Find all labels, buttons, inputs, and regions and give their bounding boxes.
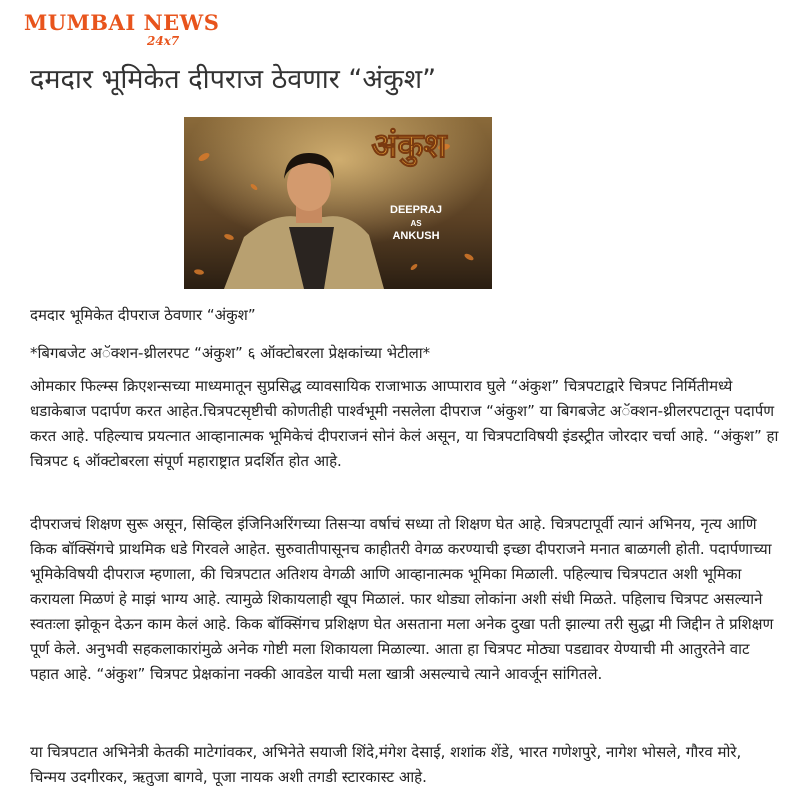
article-paragraph-interview: दीपराजचं शिक्षण सुरू असून, सिव्हिल इंजिनिअरिंगच्या तिसऱ्या वर्षाचं सध्या तो शिक्षण घेत आहे. चित्रपटापूर्वी त्यानं अभिनय, नृत्य आणि किक बॉक्सिंगचे प्राथमिक धडे गिरवले आहेत. सुरुवातीपासूनच काहीतरी वेगळ करण्याची इच्छा दीपराजने मनात बाळगली होती. पदार्पणाच्या भूमिकेविषयी दीपराज म्हणाला, की चित्रपटात अतिशय वेगळी आणि आव्हानात्मक भूमिका मिळाली. पहिल्याच चित्रपटात अशी भूमिका करायला मिळणं हे माझं भाग्य आहे. त्यामुळे शिकायलाही खूप मिळालं. फार थोड्या लोकांना अशी संधी मिळते. पहिलाच चित्रपट असल्याने स्वतःला झोकून देऊन काम केलं आहे. किक बॉक्सिंगच प्रशिक्षण घेत असताना मला अनेक दुखा पती झाल्या तरी सुद्धा मी जिद्दीन ते प्रशिक्षण पूर्ण केले. अनुभवी सहकलाकारांमुळे अनेक गोष्टी मला शिकायला मिळाल्या. आता हा चित्रपट मोठ्या पडद्यावर येण्याची मी आतुरतेने वाट पहात आहे. “अंकुश” चित्रपट प्रेक्षकांना नक्की आवडेल याची मला खात्री असल्याचे त्याने आवर्जून सांगितले. (30, 515, 774, 683)
poster-caption-line1: DEEPRAJ (390, 204, 442, 216)
article-paragraph-tagline: *बिगबजेट अॅक्शन-थ्रीलरपट “अंकुश” ६ ऑक्टोबरला प्रेक्षकांच्या भेटीला* (30, 344, 431, 362)
poster-artwork (184, 117, 492, 289)
site-logo-tagline: 24x7 (147, 34, 180, 48)
article-poster-image (184, 117, 492, 289)
poster-title-text: अंकुश (371, 126, 447, 166)
article-paragraph-intro: ओमकार फिल्म्स क्रिएशन्सच्या माध्यमातून सुप्रसिद्ध व्यावसायिक राजाभाऊ आप्पाराव घुले “अंकुश” चित्रपटाद्वारे चित्रपट निर्मितीमध्ये धडाकेबाज पदार्पण करत आहेत.चित्रपटसृष्टीची कोणतीही पार्श्वभूमी नसलेला दीपराज “अंकुश” या बिगबजेट अॅक्शन-थ्रीलरपटातून पदार्पण करत आहे. पहिल्याच प्रयत्नात आव्हानात्मक भूमिकेचं दीपराजनं सोनं केलं असून, या चित्रपटाविषयी इंडस्ट्रीत जोरदार चर्चा आहे. “अंकुश” हा चित्रपट ६ ऑक्टोबरला संपूर्ण महाराष्ट्रात प्रदर्शित होत आहे. (30, 377, 779, 470)
article-title: दमदार भूमिकेत दीपराज ठेवणार “अंकुश” (30, 64, 437, 95)
poster-caption-line2: AS (410, 219, 422, 228)
site-logo[interactable] (24, 10, 220, 54)
article-paragraph-subtitle: दमदार भूमिकेत दीपराज ठेवणार “अंकुश” (30, 306, 256, 324)
site-logo-name: MUMBAI NEWS (24, 10, 220, 35)
article-paragraph-cast: या चित्रपटात अभिनेत्री केतकी माटेगांवकर, अभिनेते सयाजी शिंदे,मंगेश देसाई, शशांक शेंडे, भारत गणेशपुरे, नागेश भोसले, गौरव मोरे, चिन्मय उदगीरकर, ऋतुजा बागवे, पूजा नायक अशी तगडी स्टारकास्ट आहे. (30, 743, 742, 786)
poster-caption-line3: ANKUSH (392, 230, 440, 242)
